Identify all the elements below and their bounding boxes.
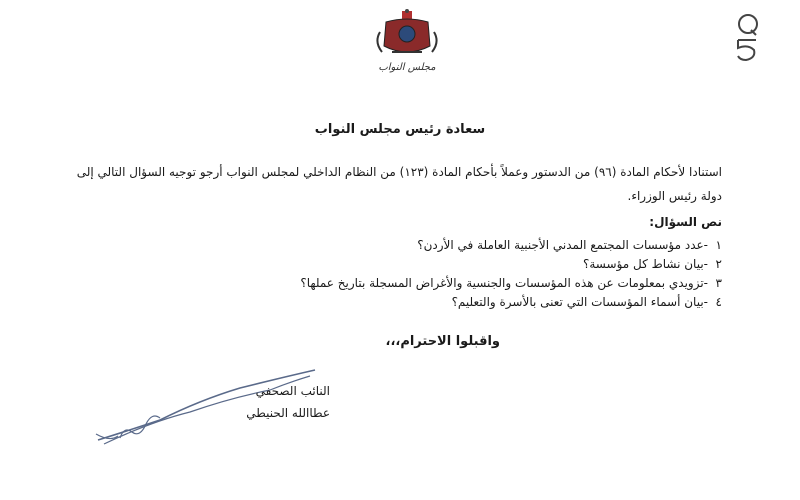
question-text: -تزويدي بمعلومات عن هذه المؤسسات والجنسية والأغراض المسجلة بتاريخ عملها؟: [300, 276, 708, 290]
list-item: [72, 236, 722, 255]
coat-of-arms-icon: [372, 8, 442, 60]
questions-list: [72, 236, 722, 312]
signatory-name: عطاالله الحنيطي: [246, 406, 330, 420]
emblem-caption: مجلس النواب: [378, 62, 436, 73]
list-item: [72, 293, 722, 312]
questions-title: نص السؤال:: [649, 215, 722, 229]
question-number: ١: [715, 238, 722, 252]
q5-logo-icon: [718, 10, 778, 64]
logo: [718, 10, 778, 78]
question-text: -بيان نشاط كل مؤسسة؟: [583, 257, 708, 271]
question-text: -عدد مؤسسات المجتمع المدني الأجنبية العاملة في الأردن؟: [417, 238, 708, 252]
closing: واقبلوا الاحترام،،،: [385, 334, 500, 349]
salutation: سعادة رئيس مجلس النواب: [314, 122, 486, 137]
signatory-title: النائب الصحفي: [255, 384, 330, 398]
question-text: -بيان أسماء المؤسسات التي تعنى بالأسرة والتعليم؟: [451, 295, 708, 309]
signatory-block: [180, 380, 330, 424]
letter-body: استنادا لأحكام المادة (٩٦) من الدستور وعملاً بأحكام المادة (١٢٣) من النظام الداخلي لمجلس النواب أرجو توجيه السؤال التالي إلى دولة رئيس الوزراء.: [76, 165, 722, 203]
list-item: [72, 255, 722, 274]
question-number: ٣: [715, 276, 722, 290]
list-item: [72, 274, 722, 293]
question-number: ٤: [715, 295, 722, 309]
emblem: [372, 8, 442, 80]
question-number: ٢: [715, 257, 722, 271]
